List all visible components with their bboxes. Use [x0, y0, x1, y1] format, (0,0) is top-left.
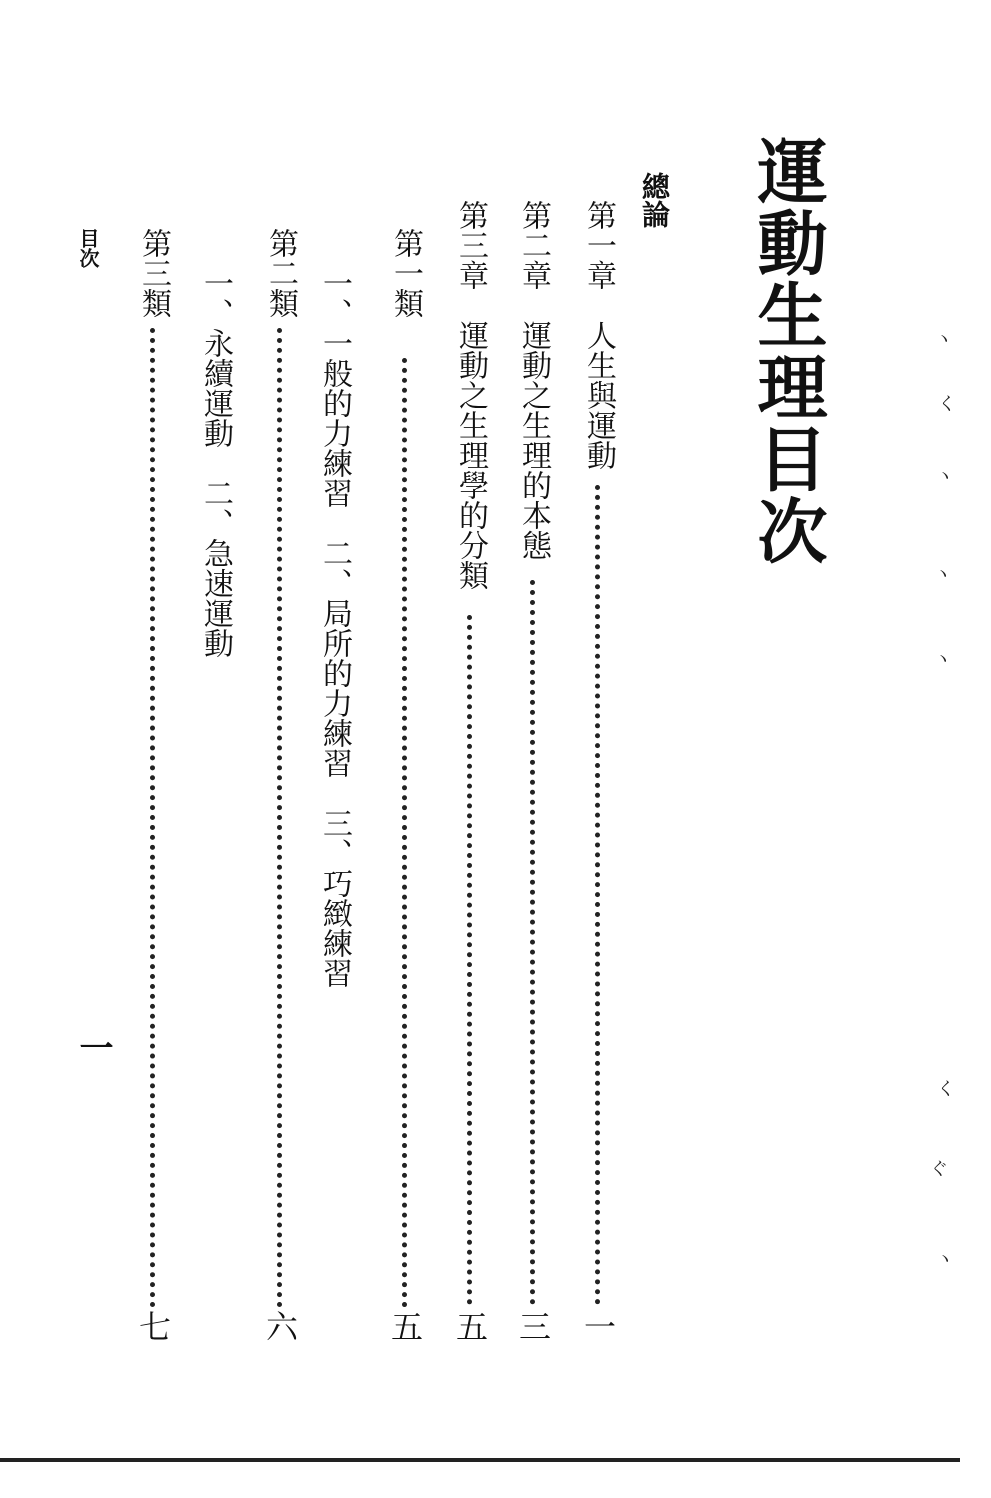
bottom-rule	[0, 1458, 960, 1462]
toc-entry-label: 第一類	[388, 228, 423, 318]
toc-page-number: 五	[386, 1310, 424, 1342]
toc-subitem: 一、永續運動	[198, 268, 233, 448]
toc-subitem: 三、巧緻練習	[317, 808, 352, 988]
running-head: 目次	[76, 228, 100, 268]
folio-number: 一	[73, 1030, 113, 1064]
toc-entry-chapter-2	[515, 200, 551, 1350]
dot-leader	[402, 358, 407, 1308]
toc-entry-class-1	[387, 228, 423, 1350]
toc-page-number: 一	[579, 1310, 617, 1342]
toc-entry-label: 第三類	[136, 228, 171, 318]
toc-entry-label: 第二類	[263, 228, 298, 318]
scan-mark: ヽ	[936, 1249, 954, 1270]
toc-entry-label: 第二章 運動之生理的本態	[516, 200, 551, 560]
toc-entry-chapter-3	[452, 200, 488, 1350]
scan-mark: ヽ	[935, 329, 953, 350]
toc-entry-label: 第三章 運動之生理學的分類	[453, 200, 488, 590]
dot-leader	[467, 615, 472, 1305]
section-heading: 總論	[638, 172, 671, 228]
toc-subitems-class-2	[197, 268, 233, 658]
page-title: 運動生理目次	[746, 135, 829, 567]
scan-mark: ヽ	[934, 649, 952, 670]
scan-mark: ぐ	[930, 1159, 948, 1180]
scan-mark: く	[937, 1079, 955, 1100]
dot-leader	[150, 328, 155, 1308]
scan-mark: ヽ	[934, 564, 952, 585]
toc-subitem: 二、局所的力練習	[317, 538, 352, 778]
toc-page-number: 三	[514, 1310, 552, 1342]
toc-page-number: 五	[451, 1310, 489, 1342]
dot-leader	[530, 580, 535, 1305]
scan-mark: く	[938, 394, 956, 415]
toc-entry-class-3	[135, 228, 171, 1350]
toc-page-number: 六	[261, 1310, 299, 1342]
toc-entry-label: 第一章 人生與運動	[581, 200, 616, 470]
toc-entry-chapter-1	[580, 200, 616, 1350]
toc-subitem: 二、急速運動	[198, 478, 233, 658]
toc-subitems-class-1	[316, 268, 352, 988]
toc-entry-class-2	[262, 228, 298, 1350]
toc-page-number: 七	[134, 1310, 172, 1342]
dot-leader	[595, 485, 600, 1305]
dot-leader	[277, 328, 282, 1308]
scan-mark: ヽ	[936, 466, 954, 487]
toc-subitem: 一、一般的力練習	[317, 268, 352, 508]
